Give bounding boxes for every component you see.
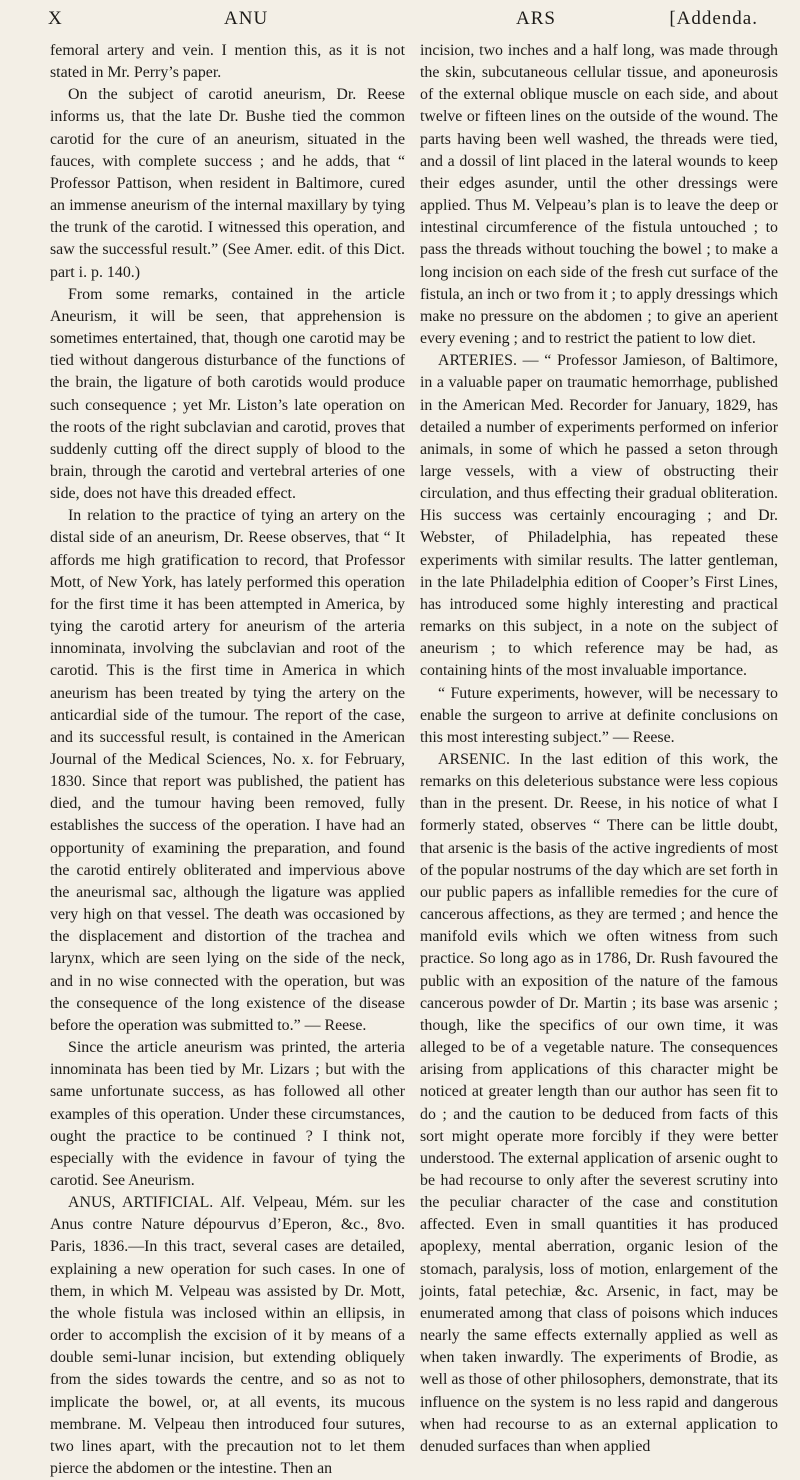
paragraph: incision, two inches and a half long, was made through the skin, subcutaneous cellular tissue, and aponeurosis of the external oblique muscle on each side, and about twelve or fifteen lines on the outside of the wound. The parts having been well washed, the threads were tied, and a dossil of lint placed in the lateral wounds to keep their edges asunder, until the other dressings were applied. Thus M. Velpeau’s plan is to leave the deep or intestinal circumference of the fistula untouched ; to pass the threads without touching the bowel ; to make a long incision on each side of the fresh cut surface of the fistula, an inch or two from it ; to apply dressings which make no pressure on the abdomen ; to give an aperient every evening ; and to restrict the patient to low diet.	[420, 42, 778, 348]
header-section: [Addenda.	[669, 8, 758, 29]
running-header	[48, 6, 758, 36]
paragraph: On the subject of carotid aneurism, Dr. Reese informs us, that the late Dr. Bushe tied the common carotid for the cure of an aneurism, situated in the fauces, with complete success ; and he adds, that “ Professor Pattison, when resident in Baltimore, cured an immense aneurism of the internal maxillary by tying the trunk of the carotid. I witnessed this operation, and saw the successful result.” (See Amer. edit. of this Dict. part i. p. 140.)	[50, 86, 405, 281]
right-column	[420, 40, 778, 1458]
paragraph: In relation to the practice of tying an artery on the distal side of an aneurism, Dr. Reese observes, that “ It affords me high gratification to record, that Professor Mott, of New York, has lately performed this operation for the first time it has been attempted in America, by tying the carotid artery for aneurism of the arteria innominata, involving the subclavian and root of the carotid. This is the first time in America in which aneurism has been treated by tying the artery on the anticardial side of the tumour. The report of the case, and its successful result, is contained in the American Journal of the Medical Sciences, No. x. for February, 1830. Since that report was published, the patient has died, and the tumour having been removed, fully establishes the success of the operation. I have had an opportunity of examining the preparation, and found the carotid entirely obliterated and impervious above the aneurismal sac, although the ligature was applied very high on that vessel. The death was occasioned by the displacement and distortion of the trachea and larynx, which are seen lying on the side of the neck, and in no wise connected with the operation, but was the consequence of the long existence of the disease before the operation was submitted to.” — Reese.	[50, 507, 405, 1034]
header-letter: X	[48, 8, 63, 29]
paragraph: From some remarks, contained in the article Aneurism, it will be seen, that apprehension is sometimes entertained, that, though one carotid may be tied without dangerous disturbance of the functions of the brain, the ligature of both carotids would produce such consequence ; yet Mr. Liston’s late operation on the roots of the right subclavian and carotid, proves that suddenly cutting off the direct supply of blood to the brain, through the carotid and vertebral arteries of one side, does not have this dreaded effect.	[50, 285, 405, 503]
header-keyword-left: ANU	[224, 8, 269, 29]
paragraph: ANUS, ARTIFICIAL. Alf. Velpeau, Mém. sur les Anus contre Nature dépourvus d’Eperon, &c., 8vo. Paris, 1836.—In this tract, several cases are detailed, explaining a new operation for such cases. In one of them, in which M. Velpeau was assisted by Dr. Mott, the whole fistula was inclosed within an ellipsis, in order to accomplish the excision of it by means of a double semi-lunar incision, but extending obliquely from the sides towards the centre, and so as not to implicate the bowel, or, at all events, its mucous membrane. M. Velpeau then introduced four sutures, two lines apart, with the precaution not to let them pierce the abdomen or the intestine. Then an	[50, 1194, 405, 1477]
paragraph: “ Future experiments, however, will be necessary to enable the surgeon to arrive at definite conclusions on this most interesting subject.” — Reese.	[420, 684, 778, 746]
paragraph: Since the article aneurism was printed, the arteria innominata has been tied by Mr. Lizars ; but with the same unfortunate success, as has followed all other examples of this operation. Under these circumstances, ought the practice to be continued ? I think not, especially with the evidence in favour of tying the carotid. See Aneurism.	[50, 1039, 405, 1189]
paragraph: ARTERIES. — “ Professor Jamieson, of Baltimore, in a valuable paper on traumatic hemorrhage, published in the American Med. Recorder for January, 1829, has detailed a number of experiments performed on inferior animals, in some of which he passed a seton through large vessels, with a view of obstructing their circulation, and thus effecting their gradual obliteration. His success was certainly encouraging ; and Dr. Webster, of Philadelphia, has repeated these experiments with similar results. The latter gentleman, in the late Philadelphia edition of Cooper’s First Lines, has introduced some highly interesting and practical remarks on this subject, in a note on the subject of aneurism ; to which reference may be had, as containing hints of the most invaluable importance.	[420, 352, 778, 680]
paragraph: femoral artery and vein. I mention this, as it is not stated in Mr. Perry’s paper.	[50, 42, 405, 82]
left-column	[50, 40, 405, 1480]
paragraph: ARSENIC. In the last edition of this work, the remarks on this deleterious substance were less copious than in the present. Dr. Reese, in his notice of what I formerly stated, observes “ There can be little doubt, that arsenic is the basis of the active ingredients of most of the popular nostrums of the day which are set forth in our public papers as infallible remedies for the cure of cancerous affections, as they are termed ; and hence the manifold evils which we often witness from such practice. So long ago as in 1786, Dr. Rush favoured the public with an exposition of the nature of the famous cancerous powder of Dr. Martin ; its base was arsenic ; though, like the specifics of our own time, it was alleged to be of a vegetable nature. The consequences arising from applications of this character might be noticed at greater length than our author has seen fit to do ; and the caution to be deduced from facts of this sort might operate more forcibly if they were better understood. The external application of arsenic ought to be had recourse to only after the severest scrutiny into the peculiar character of the case and constitution affected. Even in small quantities it has produced apoplexy, mental aberration, organic lesion of the stomach, paralysis, loss of motion, enlargement of the joints, fatal petechiæ, &c. Arsenic, in fact, may be enumerated among that class of poisons which induces nearly the same effects externally applied as well as when taken inwardly. The experiments of Brodie, as well as those of other philosophers, demonstrate, that its influence on the system is no less rapid and dangerous when had recourse to as an external application to denuded surfaces than when applied	[420, 751, 778, 1455]
header-keyword-right: ARS	[516, 8, 556, 29]
